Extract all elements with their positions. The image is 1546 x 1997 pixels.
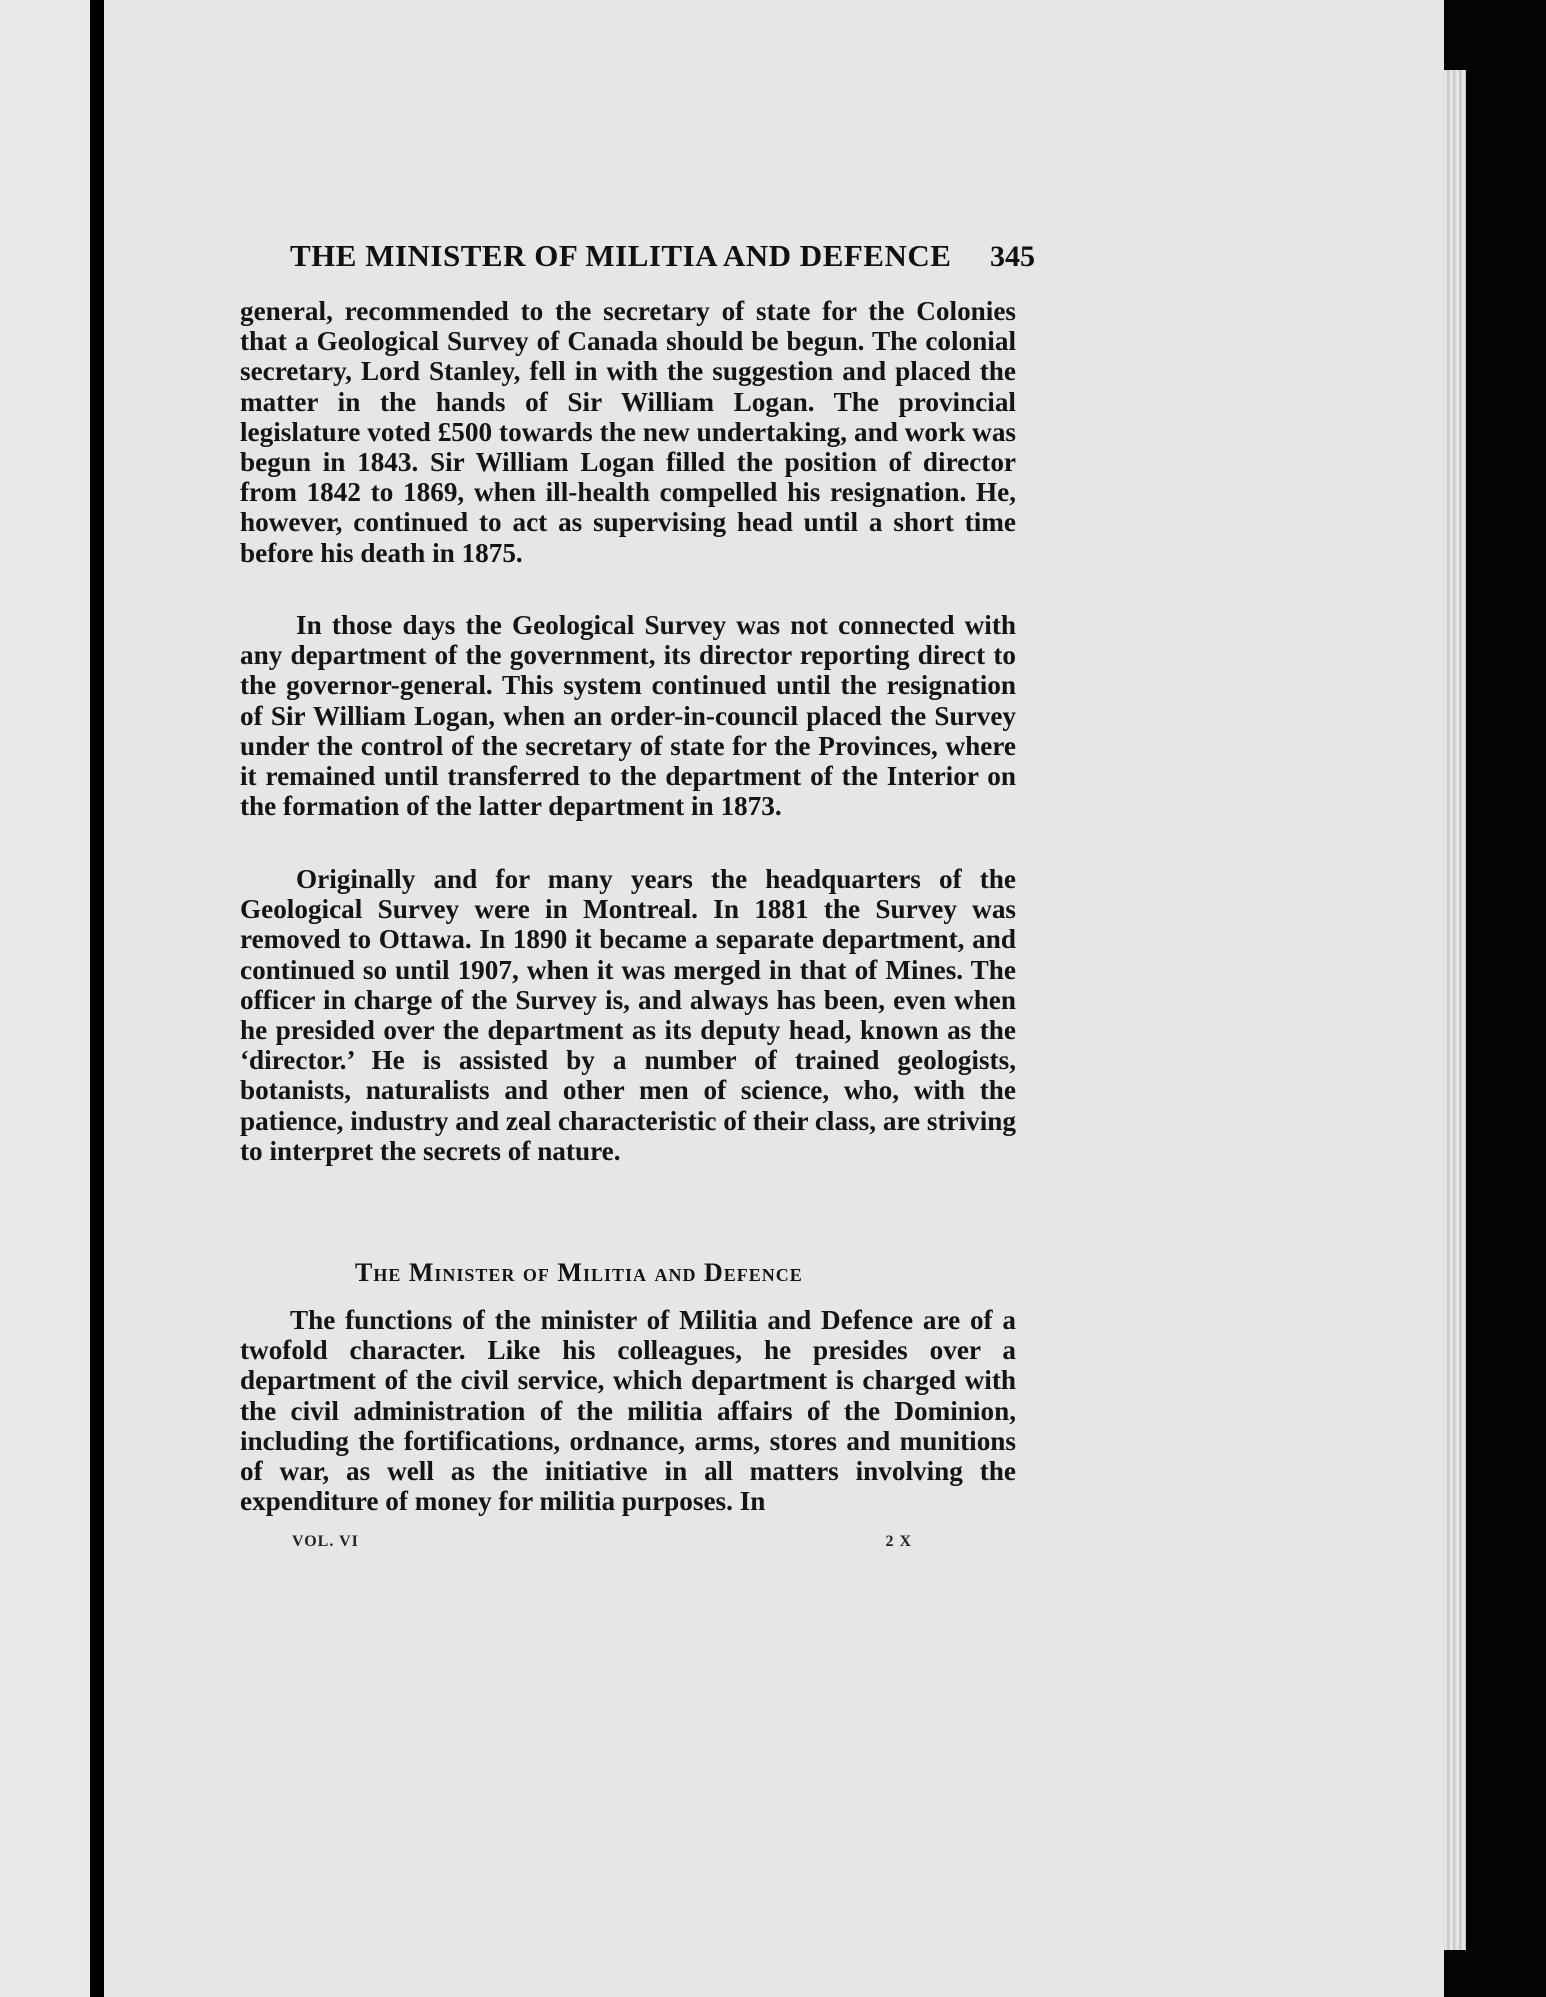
facing-page-edge [0,0,90,1997]
book-gutter [90,0,104,1997]
page-number: 345 [990,240,1035,273]
section-heading: The Minister of Militia and Defence [355,1258,803,1287]
scan-border [1466,0,1546,1997]
paragraph-survey-headquarters: Originally and for many years the headquarters of the Geological Survey were in Montreal. In 1881 the Survey was removed to Ottawa. In 1890 it became a separate department, and continued so until 1907, when it was merged in that of Mines. The officer in charge of the Survey is, and always has been, even when he presided over the department as its deputy head, known as the ‘director.’ He is assisted by a number of trained geologists, botanists, naturalists and other men of science, who, with the patience, industry and zeal characteristic of their class, are striving to interpret the secrets of nature. [240,864,1016,1166]
running-title: THE MINISTER OF MILITIA AND DEFENCE [290,238,952,273]
signature-mark: 2 X [885,1533,912,1550]
page-footer [292,1533,912,1557]
running-head [290,238,1035,284]
paragraph-survey-administration: In those days the Geological Survey was not connected with any department of the government, its director reporting direct to the governor-general. This system continued until the resignation of Sir William Logan, when an order-in-council placed the Survey under the control of the secretary of state for the Provinces, where it remained until transferred to the department of the Interior on the formation of the latter department in 1873. [240,610,1016,822]
paragraph-geological-survey-origin: general, recommended to the secretary of state for the Colonies that a Geological Survey of Canada should be begun. The colonial secretary, Lord Stanley, fell in with the suggestion and placed the matter in the hands of Sir William Logan. The provincial legislature voted £500 towards the new undertaking, and work was begun in 1843. Sir William Logan filled the position of director from 1842 to 1869, when ill-health compelled his resignation. He, however, continued to act as supervising head until a short time before his death in 1875. [240,296,1016,568]
volume-label: VOL. VI [292,1533,359,1550]
page-stack-edge [1444,70,1466,1950]
paragraph-minister-functions: The functions of the minister of Militia and Defence are of a twofold character. Like his colleagues, he presides over a department of the civil service, which department is charged with the civil administration of the militia affairs of the Dominion, including the fortifications, ordnance, arms, stores and munitions of war, as well as the initiative in all matters involving the expenditure of money for militia purposes. In [240,1305,1016,1517]
